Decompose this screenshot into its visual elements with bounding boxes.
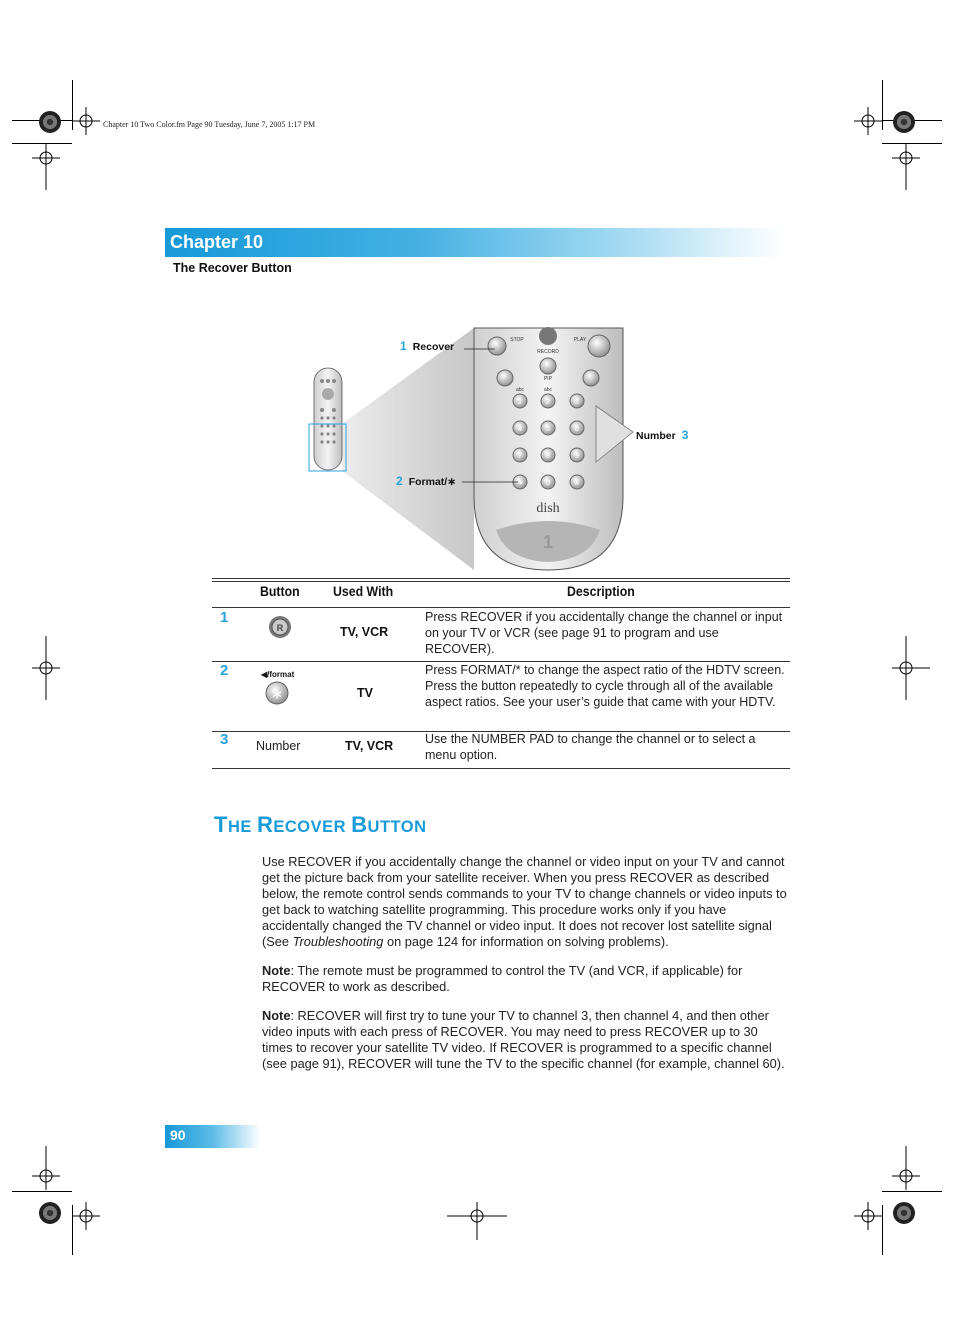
col-header-description: Description [567, 583, 635, 599]
svg-text:1: 1 [542, 532, 554, 552]
svg-text:STOP: STOP [510, 337, 524, 343]
row-number: 1 [220, 609, 229, 626]
heading-initial: B [351, 812, 368, 837]
paragraph-italic: Troubleshooting [292, 934, 384, 949]
button-text: Number [256, 739, 301, 753]
svg-text:∗: ∗ [517, 480, 523, 487]
svg-text:2: 2 [546, 399, 550, 406]
svg-text:9: 9 [575, 453, 579, 460]
used-with: TV, VCR [340, 625, 389, 639]
svg-text:7: 7 [518, 453, 522, 460]
used-with: TV, VCR [345, 739, 394, 753]
paragraph-text: Use RECOVER if you accidentally change the channel or video input on your TV and cannot get the picture back from your satellite receiver. When you press RECOVER as described below, the remote control sends commands to your TV to change channels or video inputs to get back to watching satellite programming. This procedure works only if you have accidentally changed the TV channel or video input. It does not recover lost satellite signal (See [262, 854, 787, 949]
table-row-rule [212, 607, 790, 608]
asterisk-key-icon [264, 681, 290, 705]
note-label: Note [262, 1008, 291, 1023]
row-description: Press FORMAT/* to change the aspect ratio of the HDTV screen. Press the button repeatedly to cycle through all of the available aspect ratios. See your user’s guide that came with your HDTV. [425, 663, 785, 709]
callout-label: Format/∗ [408, 476, 456, 488]
callout-number-pad [636, 428, 688, 442]
col-header-button: Button [260, 583, 300, 599]
row-number: 2 [220, 662, 229, 679]
svg-text:1: 1 [518, 399, 522, 406]
svg-text:0: 0 [546, 480, 550, 487]
svg-text:6: 6 [575, 426, 579, 433]
table-bottom-rule [212, 768, 790, 769]
svg-text:PLAY: PLAY [573, 337, 587, 343]
note-paragraph [262, 1008, 790, 1072]
callout-number: 1 [400, 339, 407, 353]
paragraph-text: on page 124 for information on solving problems). [383, 934, 669, 949]
format-key-label: ◀/format [261, 670, 295, 679]
svg-text:∗: ∗ [270, 686, 284, 703]
svg-text:3: 3 [575, 399, 579, 406]
callout-recover [400, 339, 454, 353]
svg-text:#: # [575, 480, 579, 487]
svg-text:R: R [276, 623, 284, 633]
callout-label: Number [636, 430, 676, 442]
svg-text:RECORD: RECORD [537, 349, 559, 355]
heading-smallcaps: ECOVER [273, 818, 352, 836]
file-info: Chapter 10 Two Color.fm Page 90 Tuesday, June 7, 2005 1:17 PM [103, 120, 316, 129]
recover-r-icon [267, 614, 293, 640]
page-number: 90 [170, 1127, 186, 1143]
svg-text:5: 5 [546, 426, 550, 433]
heading-smallcaps: HE [227, 818, 257, 836]
section-subtitle: The Recover Button [173, 261, 292, 275]
note-text: : RECOVER will first try to tune your TV to channel 3, then channel 4, and then other video inputs with each press of RECOVER. You may need to press RECOVER up to 30 times to recover your satellite TV video. If RECOVER is programmed to a specific channel (see page 91), RECOVER will tune the TV to the specific channel (for example, channel 60). [262, 1008, 785, 1071]
svg-text:abc: abc [543, 387, 553, 393]
note-paragraph [262, 963, 790, 995]
col-header-used-with: Used With [333, 583, 394, 599]
callout-number: 3 [681, 428, 689, 442]
row-description: Use the NUMBER PAD to change the channel or to select a menu option. [425, 732, 756, 762]
note-text: : The remote must be programmed to control the TV (and VCR, if applicable) for RECOVER to work as described. [262, 963, 743, 994]
row-number: 3 [220, 731, 229, 748]
heading-initial: R [256, 812, 274, 837]
svg-text:4: 4 [518, 426, 522, 433]
svg-text:abc: abc [515, 387, 525, 393]
heading-initial: T [214, 812, 228, 837]
callout-label: Recover [412, 341, 455, 353]
svg-text:PIP: PIP [543, 376, 553, 382]
callout-format [396, 474, 456, 488]
section-heading [214, 812, 427, 838]
table-top-rule [212, 581, 790, 582]
callout-number: 2 [396, 474, 403, 488]
used-with: TV [357, 686, 373, 700]
heading-smallcaps: UTTON [367, 818, 427, 836]
table-top-rule [212, 578, 790, 579]
chapter-title: Chapter 10 [170, 232, 264, 252]
svg-text:8: 8 [546, 453, 550, 460]
remote-figure [300, 326, 720, 574]
body-paragraph [262, 854, 790, 950]
note-label: Note [262, 963, 291, 978]
row-description: Press RECOVER if you accidentally change the channel or input on your TV or VCR (see page 91 to program and use RECOVER). [425, 610, 783, 656]
svg-text:dish: dish [536, 501, 560, 516]
